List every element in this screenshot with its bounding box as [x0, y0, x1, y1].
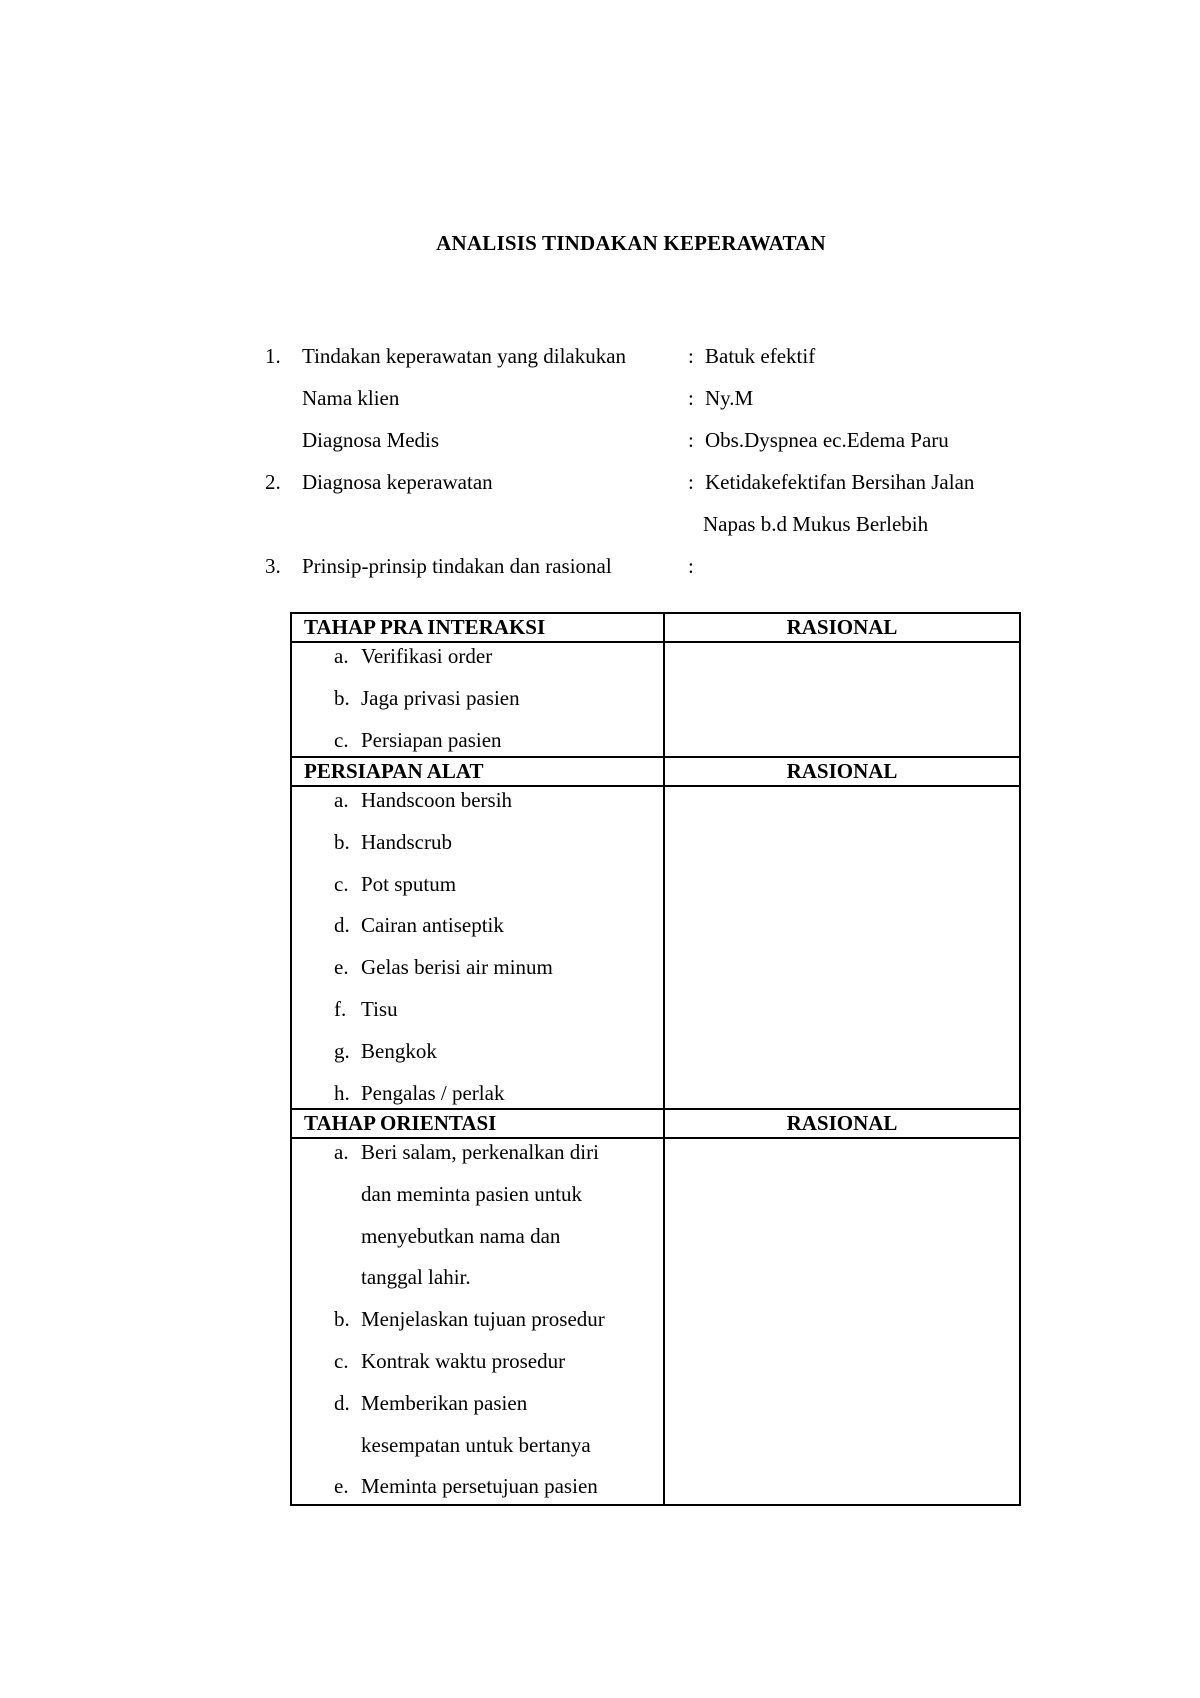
item-text: Gelas berisi air minum	[361, 955, 553, 980]
item-letter: b.	[334, 685, 350, 710]
item-letter: a.	[334, 788, 349, 812]
document-title: ANALISIS TINDAKAN KEPERAWATAN	[436, 231, 826, 255]
section-header: TAHAP ORIENTASI	[291, 1109, 664, 1138]
item-letter: d.	[334, 913, 350, 938]
rasional-cell	[664, 1138, 1020, 1505]
item-text: Handscoon bersih	[361, 788, 513, 812]
section-header-row	[291, 757, 1020, 786]
item-letter: a.	[334, 644, 349, 668]
item-letter: e.	[334, 955, 349, 980]
procedure-table	[290, 612, 1021, 1506]
section-items-cell	[291, 786, 664, 1109]
rasional-header: RASIONAL	[664, 613, 1020, 642]
info-label: Tindakan keperawatan yang dilakukan	[302, 344, 627, 368]
info-value: Batuk efektif	[705, 344, 816, 368]
item-text: Memberikan pasien	[361, 1390, 528, 1415]
list-item	[292, 720, 663, 756]
list-item	[292, 1466, 663, 1504]
item-text: Handscrub	[361, 829, 452, 854]
info-number: 3.	[265, 554, 281, 578]
item-text: Pengalas / perlak	[361, 1080, 505, 1105]
item-text: tanggal lahir.	[361, 1265, 471, 1290]
item-text: Jaga privasi pasien	[361, 685, 520, 710]
item-text: Persiapan pasien	[361, 727, 502, 752]
info-row-nursing-diagnosis	[0, 470, 1200, 500]
item-letter: g.	[334, 1038, 350, 1063]
info-number: 1.	[265, 344, 281, 368]
item-letter: a.	[334, 1140, 349, 1164]
item-text: Cairan antiseptik	[361, 913, 504, 938]
item-text: Pot sputum	[361, 871, 457, 896]
list-item	[292, 1216, 663, 1258]
info-row-medical-diagnosis	[0, 428, 1200, 458]
rasional-header: RASIONAL	[664, 1109, 1020, 1138]
item-text: dan meminta pasien untuk	[361, 1181, 583, 1206]
item-letter: e.	[334, 1474, 349, 1499]
item-list	[292, 643, 663, 756]
item-letter: b.	[334, 1307, 350, 1332]
item-text: Meminta persetujuan pasien	[361, 1474, 598, 1499]
section-header: TAHAP PRA INTERAKSI	[291, 613, 664, 642]
item-text: Beri salam, perkenalkan diri	[361, 1140, 599, 1164]
info-colon: :	[688, 470, 694, 494]
list-item	[292, 1139, 663, 1174]
item-letter: b.	[334, 829, 350, 854]
info-colon: :	[688, 554, 694, 578]
item-text: Verifikasi order	[361, 644, 493, 668]
item-letter: c.	[334, 727, 349, 752]
item-text: Bengkok	[361, 1038, 437, 1063]
list-item	[292, 1299, 663, 1341]
rasional-cell	[664, 786, 1020, 1109]
section-items-cell	[291, 642, 664, 757]
info-label: Diagnosa Medis	[302, 428, 440, 452]
list-item	[292, 1383, 663, 1425]
info-number: 2.	[265, 470, 281, 494]
list-item	[292, 1031, 663, 1073]
item-letter: d.	[334, 1390, 350, 1415]
info-label: Nama klien	[302, 386, 400, 410]
info-colon: :	[688, 428, 694, 452]
item-text: kesempatan untuk bertanya	[361, 1432, 591, 1457]
info-label: Prinsip-prinsip tindakan dan rasional	[302, 554, 612, 578]
list-item	[292, 947, 663, 989]
list-item	[292, 678, 663, 720]
item-text: Menjelaskan tujuan prosedur	[361, 1307, 605, 1332]
list-item	[292, 1341, 663, 1383]
item-letter: c.	[334, 871, 349, 896]
info-value: Obs.Dyspnea ec.Edema Paru	[705, 428, 949, 452]
info-value: Ketidakefektifan Bersihan Jalan	[705, 470, 975, 494]
item-text: Tisu	[361, 996, 398, 1021]
info-colon: :	[688, 386, 694, 410]
list-item	[292, 1174, 663, 1216]
section-items-cell	[291, 1138, 664, 1505]
rasional-header: RASIONAL	[664, 757, 1020, 786]
list-item	[292, 1425, 663, 1467]
list-item	[292, 787, 663, 822]
item-text: Kontrak waktu prosedur	[361, 1348, 566, 1373]
section-body-row	[291, 1138, 1020, 1505]
item-text: menyebutkan nama dan	[361, 1223, 561, 1248]
list-item	[292, 905, 663, 947]
info-row-action	[0, 344, 1200, 374]
section-body-row	[291, 786, 1020, 1109]
info-row-principles	[0, 554, 1200, 584]
info-value: Ny.M	[705, 386, 754, 410]
info-row-client-name	[0, 386, 1200, 416]
item-letter: f.	[334, 996, 347, 1021]
section-body-row	[291, 642, 1020, 757]
item-letter: h.	[334, 1080, 350, 1105]
list-item	[292, 1257, 663, 1299]
list-item	[292, 822, 663, 864]
section-header-row	[291, 613, 1020, 642]
info-label: Diagnosa keperawatan	[302, 470, 493, 494]
info-colon: :	[688, 344, 694, 368]
rasional-cell	[664, 642, 1020, 757]
list-item	[292, 1073, 663, 1108]
item-list	[292, 1139, 663, 1504]
info-value-continued: Napas b.d Mukus Berlebih	[703, 512, 929, 536]
list-item	[292, 864, 663, 906]
list-item	[292, 989, 663, 1031]
list-item	[292, 643, 663, 678]
section-header-row	[291, 1109, 1020, 1138]
info-row-nursing-diagnosis-cont	[0, 512, 1200, 542]
item-letter: c.	[334, 1348, 349, 1373]
item-list	[292, 787, 663, 1108]
section-header: PERSIAPAN ALAT	[291, 757, 664, 786]
